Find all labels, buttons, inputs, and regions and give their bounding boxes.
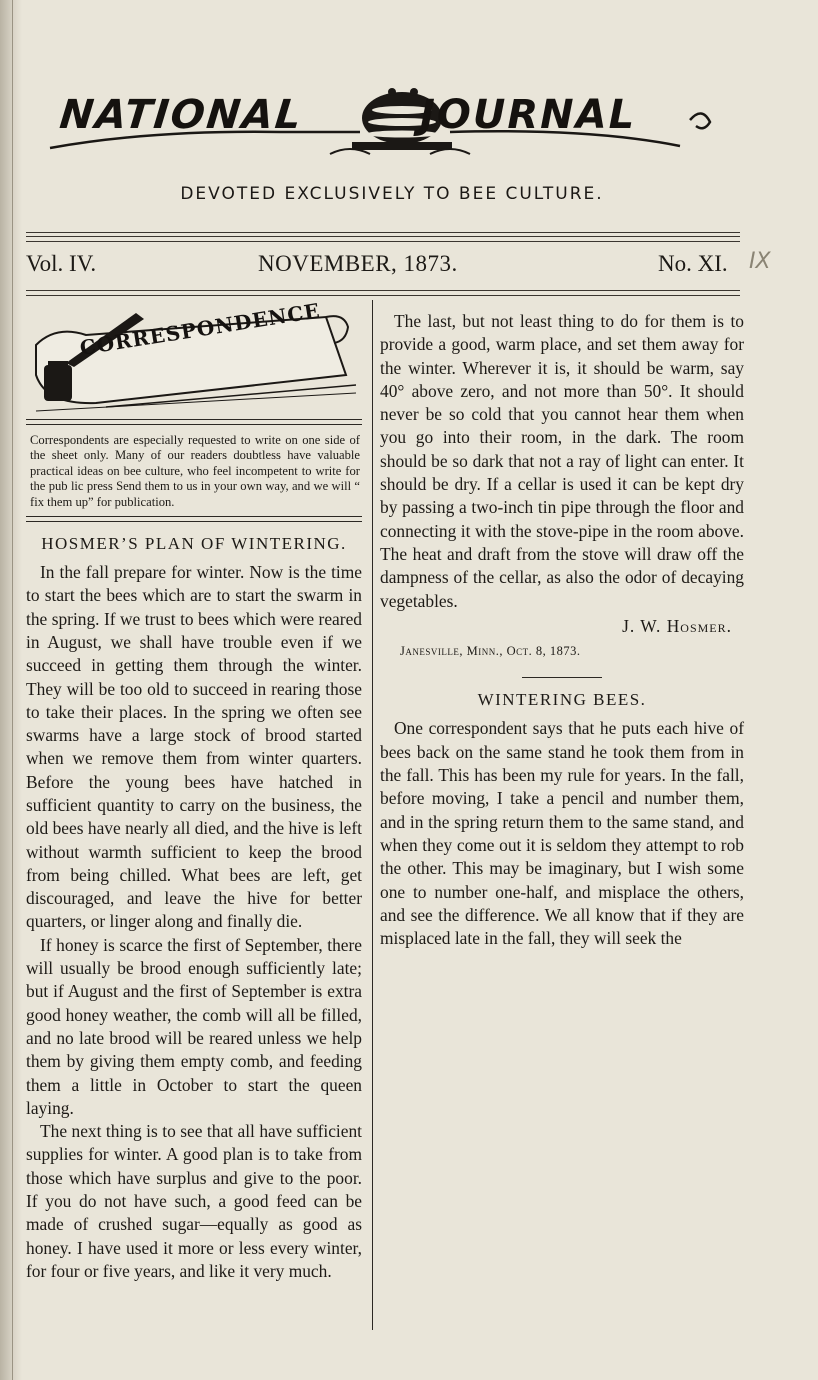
rule-top-3	[26, 241, 740, 242]
volume-label: Vol. IV.	[26, 251, 97, 276]
rule-top-1	[26, 232, 740, 233]
page-binding-edge	[0, 0, 22, 1380]
correspondence-banner-title: CORRESPONDENCE	[78, 298, 323, 361]
rule-below-issue-1	[26, 290, 740, 291]
pencil-annotation: IX	[749, 249, 771, 274]
rule-corr-3	[26, 516, 362, 517]
left-column	[26, 298, 362, 1283]
rule-corr-2	[26, 424, 362, 425]
article-separator	[522, 677, 602, 678]
article-paragraph: The next thing is to see that all have sufficient supplies for winter. A good plan is to take from those which have surplus and give to the poor. If you do not have such, a good feed can be made of crushed sugar—equally as good as honey. I have used it more or less every winter, for four or five years, and like it very much.	[26, 1121, 362, 1281]
article-title-hosmer: HOSMER’S PLAN OF WINTERING.	[41, 534, 347, 554]
article-paragraph: One correspondent says that he puts each hive of bees back on the same stand he took them from in the fall. This has been my rule for years. In the fall, before moving, I take a pencil and number them, and in the spring return them to the same stand, and when they come out it is seldom they attempt to rob the other. This may be imaginary, but I wish some one to number one-half, and misplace the others, and see the difference. We all know that if they are misplaced late in the fall, they will seek the	[380, 718, 744, 949]
rule-below-issue-2	[26, 295, 740, 296]
article-signature: J. W. Hosmer.	[622, 615, 732, 636]
article-title-wintering: WINTERING BEES.	[477, 690, 647, 710]
issue-number: No. XI.	[658, 251, 728, 276]
journal-page	[22, 0, 818, 1380]
correspondence-banner	[26, 298, 356, 415]
binding-fold-line	[12, 0, 13, 1380]
masthead-title-right: JOURNAL	[420, 92, 637, 138]
masthead-title-left: NATIONAL	[57, 92, 306, 138]
rule-top-2	[26, 236, 740, 237]
rule-corr-1	[26, 419, 362, 420]
article-paragraph: The last, but not least thing to do for them is to provide a good, warm place, and set them away for the winter. Wherever it is, it should be warm, say 40° above zero, and not more than 50°. It should never be so cold that you cannot hear them when you go into their room, in the dark. The room should be so dark that not a ray of light can enter. It should be dry. If a cellar is used it can be kept dry by passing a two-inch tin pipe through the floor and connecting it with the stove-pipe in the room above. The heat and draft from the stove will draw off the dampness of the cellar, as also the odor of decaying vegetables.	[380, 311, 744, 611]
masthead-tagline: DEVOTED EXCLUSIVELY TO BEE CULTURE.	[180, 184, 604, 204]
column-divider	[372, 300, 373, 1330]
article-paragraph: In the fall prepare for winter. Now is the time to start the bees which are to start the swarm in the spring. If we trust to bees which were reared in August, we shall have trouble even if we succeed in getting them through the winter. They will be too old to succeed in rearing those to take their places. In the spring we often see swarms have a large stock of brood started when we remove them from winter quarters. Before the young bees have hatched in sufficient quantity to carry on the business, the old bees have nearly all died, and the hive is left without warmth sufficient to keep the brood from being chilled. What bees are left, get discouraged, and leave the hive for better quarters, or linger along and finally die.	[26, 562, 362, 932]
right-column	[380, 310, 744, 950]
article-paragraph: If honey is scarce the first of September, there will usually be brood enough sufficiently late; but if August and the first of September is extra good honey weather, the comb will all be filled, and no late brood will be reared unless we help them by giving them empty comb, and feeding them a little in October to start the queen laying.	[26, 934, 362, 1118]
article-dateline: Janesville, Minn., Oct. 8, 1873.	[400, 644, 581, 659]
correspondents-note: Correspondents are especially requested to write on one side of the sheet only. Many of our readers doubtless have valuable practical ideas on bee culture, who feel incompetent to write for the pub lic press Send them to us in your own way, and we will “ fix them up” for publication.	[30, 433, 360, 509]
rule-corr-4	[26, 521, 362, 522]
issue-date: NOVEMBER, 1873.	[258, 251, 458, 276]
masthead	[30, 70, 740, 180]
